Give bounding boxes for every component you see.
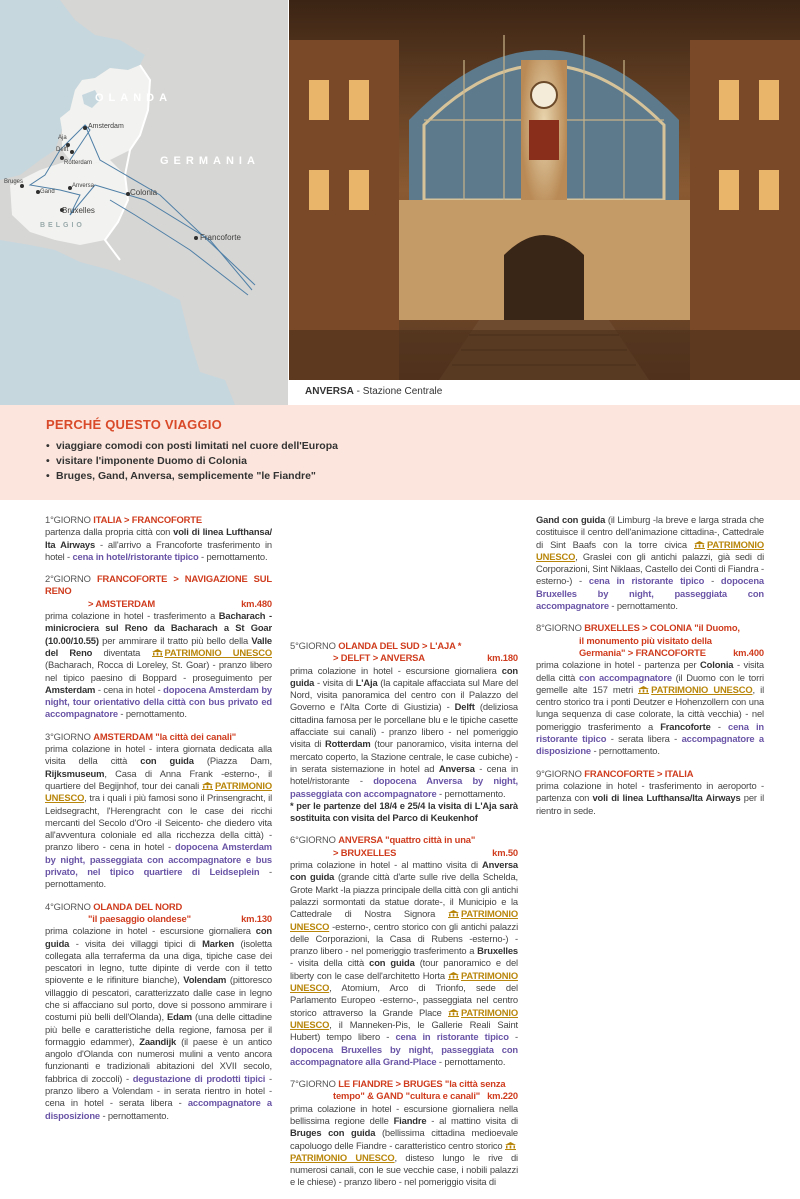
day-title-line3: Germania" > FRANCOFORTE [579, 646, 706, 658]
day-distance: km.480 [241, 597, 272, 609]
highlight: Zaandijk [139, 1035, 177, 1047]
unesco-temple-icon [448, 972, 459, 980]
map-country-germania: GERMANIA [160, 155, 260, 167]
unesco-label: PATRIMONIO UNESCO [290, 1151, 395, 1163]
service-highlight: degustazione di prodotti tipici [132, 1072, 266, 1084]
highlight: Amsterdam [45, 683, 96, 695]
text: per ammirare il tratto più bello della [98, 634, 252, 646]
day-number: 8°GIORNO [536, 622, 582, 634]
antwerp-station-illustration [289, 0, 800, 380]
highlight: Anversa con guida [290, 859, 518, 883]
service-highlight: dopocena Amsterdam by night, passeggiata con accompagnatore e bus privato, nel tipico quartiere di Leidseplein [45, 841, 272, 878]
day-number: 1°GIORNO [45, 514, 91, 525]
text: prima colazione in hotel - escursione giornaliera [45, 925, 256, 937]
highlight: Delft [454, 701, 475, 713]
text: (isoletta collegata alla terraferma da una diga, tipiche case dei pescatori in legno, tutte dipinte di verde con il tetto spiovente e le rifiniture bianche), [45, 937, 272, 986]
unesco-label: PATRIMONIO UNESCO [651, 683, 753, 695]
text: (tour panoramico, visita interna del mercato coperto, la Stazione centrale, le case cubiche) - in serata sistemazione in hotel ad [290, 738, 518, 774]
highlight: Rijksmuseum [45, 767, 105, 779]
unesco-temple-icon [694, 541, 705, 549]
map-city-colonia: Colonia [130, 188, 158, 197]
service-highlight: dopocena Bruxelles by night, passeggiata con accompagnatore [536, 575, 764, 612]
highlight: Edam [167, 1011, 192, 1023]
highlight: Marken [202, 937, 235, 949]
service-highlight: cena in ristorante tipico [588, 575, 705, 587]
text: prima colazione in hotel - trasferimento in aeroporto - partenza con [536, 779, 764, 804]
map-city-bruges: Bruges [4, 179, 24, 185]
text: diventata [92, 646, 152, 658]
highlight: Gand con guida [536, 514, 606, 525]
route-map [0, 0, 288, 405]
photo-caption [289, 380, 800, 405]
unesco-label: PATRIMONIO UNESCO [536, 538, 764, 562]
text: per il rientro in sede. [536, 792, 764, 816]
text: - visita dei villaggi tipici di [69, 937, 203, 949]
text: - all'arrivo a Francoforte trasferimento in hotel - [45, 538, 272, 562]
text: - pranzo libero a Volendam - in serata rientro in hotel - cena in hotel - serata libera - [45, 1072, 272, 1109]
day-distance: km.180 [487, 652, 518, 664]
itinerary-column-2 [290, 640, 518, 1199]
text: , il centro storico tra i ponti Deutzer e Hohenzollern con una lunga sequenza di case colorate, la città vecchia) - nel pomeriggio trasferimento a [536, 683, 764, 732]
day-title-line2: > AMSTERDAM [88, 597, 156, 609]
text: - pernottamento. [590, 745, 660, 757]
text: (il Duomo con le torri gemelle alte 157 metri [536, 671, 764, 695]
station-photo [289, 0, 800, 380]
service-highlight: dopocena Amsterdam by night, tour orientativo della città con bus privato ed accompagnatore [45, 683, 272, 720]
day-number: 4°GIORNO [45, 900, 91, 912]
highlight: Anversa [438, 762, 475, 774]
map-city-anversa: Anversa [72, 183, 95, 189]
day-title: ANVERSA "quattro città in una" [338, 834, 476, 846]
day-distance: km.130 [241, 912, 272, 924]
highlight: L'Aja [355, 676, 378, 688]
text: (pittoresco villaggio di pescatori, caratterizzato dalle case in legno che si affacciano sul porto, dove si possono ammirare i costumi più belli dell'Olanda), [45, 974, 272, 1023]
text: prima colazione in hotel - al mattino visita di [290, 859, 483, 871]
day-distance: km.50 [492, 846, 518, 858]
text: (una delle cittadine più belle e caratteristiche della regione, famosa per il formaggio edammer), [45, 1011, 272, 1047]
day-title-line2: > DELFT > ANVERSA [333, 652, 425, 664]
why-list [46, 439, 800, 484]
map-city-gand: Gand [40, 189, 55, 195]
text: , Atomium, Arco di Trionfo, sede del Parlamento Europeo -esterno-, passeggiata nel centro storico attraverso la Grande Place [290, 982, 518, 1018]
day-2 [45, 573, 272, 721]
caption-place: ANVERSA [305, 386, 354, 397]
highlight: Valle del Reno [45, 634, 272, 658]
text: prima colazione in hotel - escursione giornaliera [290, 664, 502, 676]
text: , disteso lungo le rive di numerosi canali, con le sue vecchie case, i nobili palazzi e le chiese) - pranzo libero - nel pomeriggio visita di [290, 1151, 518, 1188]
highlight: voli di linea Lufthansa/ Ita Airways [45, 526, 272, 550]
text: (Bacharach, Rocca di Loreley, St. Goar) - pranzo libero nel tipico paesino di Boppard - proseguimento per [45, 659, 272, 683]
highlight: Bacharach - minicrociera sul Reno da Bacharach a St Goar (10.00/10.55) [45, 610, 272, 646]
unesco-temple-icon [638, 686, 649, 694]
day-number: 6°GIORNO [290, 834, 336, 846]
service-highlight: dopocena Anversa by night, passeggiata con accompagnatore [290, 775, 519, 799]
unesco-temple-icon [202, 782, 213, 790]
day-7-continued [536, 514, 764, 612]
unesco-label: PATRIMONIO UNESCO [290, 1006, 518, 1030]
day-8 [536, 622, 764, 757]
text: , il Manneken-Pis, le Gallerie Reali Saint Hubert) tempo libero - [290, 1018, 518, 1043]
text: - cena in hotel/ristorante - [290, 762, 519, 787]
text: - [508, 1031, 518, 1043]
why-item: • visitare l'imponente Duomo di Colonia [46, 454, 800, 469]
text: - pernottamento. [608, 600, 678, 612]
day-title: OLANDA DEL NORD [93, 900, 183, 912]
map-city-bruxelles: Bruxelles [62, 206, 95, 215]
highlight: Francoforte [660, 720, 711, 732]
day-3 [45, 731, 272, 891]
text: - pernottamento. [436, 787, 506, 799]
day-7 [290, 1078, 518, 1189]
day-title: FRANCOFORTE > NAVIGAZIONE SUL RENO [45, 573, 272, 597]
text: , Graslei con gli antichi palazzi, già sedi di Corporazioni, Sint Niklaas, Castello dei Conti di Fiandra -esterno-) - [536, 550, 764, 587]
text: , Casa di Anna Frank -esterno-, il quartiere del Begijnhof, tour dei canali [45, 767, 272, 791]
text: (bellissima cittadina medioevale capoluogo delle Fiandre - caratteristico centro storico [290, 1127, 518, 1151]
day-number: 9°GIORNO [536, 767, 582, 779]
day-title: FRANCOFORTE > ITALIA [584, 767, 694, 779]
day-number: 7°GIORNO [290, 1078, 336, 1090]
text: - [704, 575, 721, 587]
text: - visita della città [290, 957, 370, 969]
text: prima colazione in hotel - intera giornata dedicata alla visita della città [45, 743, 272, 767]
text: (il Limburg -la breve e larga strada che costituisce il centro dell'animazione cittadina-, Cattedrale di Sint Baafs con la torre civica [536, 514, 764, 550]
text: , tra i quali i più famosi sono il Prinsengracht, il Leidsegracht, l'Herengracht con le case dei ricchi mercanti del Secolo d'Oro -il Seicento- che diedero vita all'avventura coloniale ed alla ricchezza della città) - pranzo libero - cena in hotel - [45, 792, 272, 853]
why-this-trip-box [0, 405, 800, 500]
unesco-temple-icon [448, 1009, 459, 1017]
text: (la capitale affacciata sul Mare del Nord, visita panoramica del centro con il Palazzo del Governo e l'Alta Corte di Giustizia) - [290, 676, 519, 713]
highlight: con guida [140, 755, 194, 767]
day-distance: km.220 [487, 1090, 518, 1102]
why-title: PERCHÉ QUESTO VIAGGIO [46, 417, 222, 432]
unesco-label: PATRIMONIO UNESCO [164, 646, 273, 658]
itinerary-column-3 [536, 514, 764, 827]
text: (Piazza Dam, [193, 755, 273, 767]
highlight: Bruges con guida [290, 1127, 376, 1139]
text: (tour panoramico e del liberty con le case dell'architetto Horta [290, 957, 518, 981]
unesco-label: PATRIMONIO UNESCO [45, 779, 272, 804]
day-title: BRUXELLES > COLONIA "il Duomo, [584, 622, 740, 634]
highlight: voli di linea Lufthansa/Ita Airways [592, 792, 741, 804]
day-number: 3°GIORNO [45, 730, 91, 742]
text: (deliziosa cittadina famosa per le porcellane blu e le tipiche casette affacciate sui canali) - pranzo libero - nel pomeriggio visita di [290, 701, 518, 750]
map-country-olanda: OLANDA [95, 92, 173, 104]
unesco-label: PATRIMONIO UNESCO [290, 969, 518, 994]
text: - al mattino visita di [426, 1114, 518, 1126]
footnote: * per le partenze del 18/4 e 25/4 la visita di L'Aja sarà sostituita con visita del Parco di Keukenhof [290, 799, 518, 824]
day-title: ITALIA > FRANCOFORTE [93, 514, 202, 525]
text: prima colazione in hotel - trasferimento a [45, 610, 219, 622]
text: prima colazione in hotel - partenza per [536, 659, 701, 671]
text: (il paese è un antico angolo d'Olanda con numerosi mulini a vento ancora funzionanti e tradizionali abitazioni del XVII secolo, fabbrica di zoccoli) - [45, 1035, 272, 1084]
day-5 [290, 640, 518, 824]
day-title-line2: il monumento più visitato della [579, 634, 712, 646]
text: - visita di [314, 676, 356, 688]
highlight: Colonia [700, 659, 734, 671]
day-1 [45, 514, 272, 563]
service-highlight: cena in hotel/ristorante tipico [72, 550, 199, 562]
day-4 [45, 901, 272, 1122]
map-graphic [0, 0, 288, 405]
service-highlight: dopocena Bruxelles by night, passeggiata con accompagnatore alla Grand-Place [290, 1043, 518, 1067]
text: -esterno-, centro storico con gli antichi palazzi delle Corporazioni, la Casa di Rubens -esterno-) - pranzo libero - nel pomeriggio trasferimento a [290, 920, 518, 957]
text: - pernottamento. [45, 866, 272, 890]
highlight: Rotterdam [325, 738, 371, 750]
map-city-francoforte: Francoforte [200, 233, 241, 242]
day-6 [290, 834, 518, 1068]
text: - serata libera - [606, 733, 682, 745]
text: (grande città d'arte sulle rive della Schelda, Grote Markt -la piazza principale della città con gli antichi palazzi sormontati da statue dorate-, il Municipio e la Cattedrale di Nostra Signora [290, 871, 519, 920]
map-country-belgio: BELGIO [40, 222, 85, 229]
highlight: Bruxelles [477, 945, 518, 957]
day-number: 5°GIORNO [290, 640, 336, 651]
highlight: con guida [45, 925, 272, 949]
highlight: Volendam [183, 974, 227, 986]
service-highlight: cena in ristorante tipico [395, 1031, 509, 1043]
unesco-label: PATRIMONIO UNESCO [290, 908, 518, 932]
service-highlight: accompagnatore a disposizione [45, 1097, 272, 1121]
text: prima colazione in hotel - escursione giornaliera nella bellissima regione delle [290, 1102, 518, 1126]
day-9 [536, 768, 764, 817]
text: partenza dalla propria città con [45, 526, 174, 538]
text: - pernottamento. [198, 550, 268, 562]
text: - pernottamento. [436, 1055, 506, 1067]
map-city-aja: Aja [58, 135, 67, 141]
text: - pernottamento. [99, 1109, 169, 1121]
highlight: Fiandre [393, 1114, 427, 1126]
service-highlight: con accompagnatore [579, 671, 672, 683]
unesco-temple-icon [448, 910, 459, 918]
text: - cena in hotel - [95, 683, 164, 695]
why-item: • viaggiare comodi con posti limitati nel cuore dell'Europa [46, 439, 800, 454]
day-title-line2: tempo" & GAND "cultura e canali" [333, 1090, 481, 1102]
text: - pernottamento. [117, 708, 187, 720]
caption-rest: - Stazione Centrale [353, 386, 443, 397]
day-distance: km.400 [733, 646, 764, 658]
map-city-rotterdam: Rotterdam [64, 160, 93, 166]
text: - visita della città [536, 659, 764, 683]
unesco-temple-icon [505, 1142, 516, 1150]
day-number: 2°GIORNO [45, 573, 91, 585]
day-title-line2: > BRUXELLES [333, 846, 397, 858]
day-title: AMSTERDAM "la città dei canali" [93, 730, 237, 742]
service-highlight: accompagnatore a disposizione [536, 733, 764, 757]
text: - [710, 720, 729, 732]
highlight: con guida [290, 664, 518, 688]
day-title: OLANDA DEL SUD > L'AJA * [338, 640, 462, 651]
day-title: LE FIANDRE > BRUGES "la città senza [338, 1078, 506, 1090]
service-highlight: cena in ristorante tipico [536, 720, 764, 745]
map-city-delft: Delft [56, 147, 69, 153]
map-city-amsterdam: Amsterdam [88, 123, 124, 130]
unesco-temple-icon [152, 649, 163, 657]
why-item: • Bruges, Gand, Anversa, semplicemente "le Fiandre" [46, 469, 800, 484]
itinerary-column-1 [45, 514, 272, 1132]
highlight: con guida [369, 957, 415, 969]
day-title-line2: "il paesaggio olandese" [88, 912, 191, 924]
